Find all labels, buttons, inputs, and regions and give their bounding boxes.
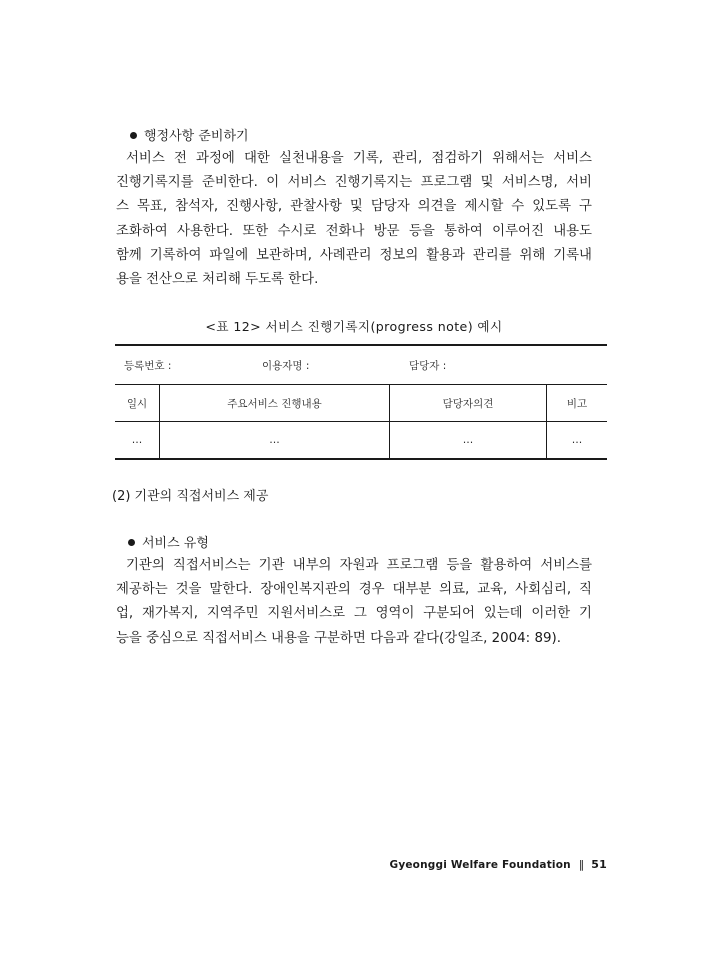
page-number: 51 — [591, 858, 607, 871]
bullet-heading-text: 서비스 유형 — [142, 536, 209, 551]
table-cell: … — [547, 422, 608, 460]
bullet-heading-admin-prep — [130, 125, 249, 144]
column-header-staff-opinion: 담당자의견 — [390, 385, 547, 422]
paragraph-admin-prep — [116, 147, 592, 292]
table-header-fields-row — [115, 345, 607, 385]
paragraph-line: 진행기록지를 준비한다. 이 서비스 진행기록지는 프로그램 및 서비스명, 서비 — [116, 175, 592, 191]
bullet-dot-icon — [128, 539, 135, 546]
paragraph-line: 용을 전산으로 처리해 두도록 한다. — [116, 272, 319, 288]
bullet-heading-service-type — [128, 532, 209, 551]
paragraph-line: 능을 중심으로 직접서비스 내용을 구분하면 다음과 같다(강일조, 2004: 89). — [116, 630, 561, 646]
column-header-service-content: 주요서비스 진행내용 — [160, 385, 390, 422]
paragraph-line: 함께 기록하여 파일에 보관하며, 사례관리 정보의 활용과 관리를 위해 기록내 — [116, 247, 592, 263]
table-cell: … — [390, 422, 547, 460]
paragraph-line: 제공하는 것을 말한다. 장애인복지관의 경우 대부분 의료, 교육, 사회심리, 직 — [116, 582, 592, 598]
header-fields-cell — [115, 345, 607, 385]
client-name-label: 이용자명 : — [262, 359, 310, 372]
table-column-header-row — [115, 385, 607, 422]
bullet-dot-icon — [130, 132, 137, 139]
bullet-heading-text: 행정사항 준비하기 — [144, 129, 249, 144]
paragraph-line: 서비스 전 과정에 대한 실천내용을 기록, 관리, 점검하기 위해서는 서비스 — [126, 151, 592, 166]
table-caption: <표 12> 서비스 진행기록지(progress note) 예시 — [205, 319, 503, 334]
footer-organization: Gyeonggi Welfare Foundation — [389, 859, 571, 871]
table-cell: … — [115, 422, 160, 460]
paragraph-service-type — [116, 554, 592, 651]
paragraph-line: 스 목표, 참석자, 진행사항, 관찰사항 및 담당자 의견을 제시할 수 있도록 구 — [116, 199, 592, 215]
section-heading-direct-service: (2) 기관의 직접서비스 제공 — [112, 489, 269, 504]
staff-label: 담당자 : — [409, 359, 447, 372]
page-footer — [390, 858, 608, 871]
registration-number-label: 등록번호 : — [124, 359, 172, 372]
progress-note-table — [115, 344, 607, 460]
table-cell: … — [160, 422, 390, 460]
column-header-remarks: 비고 — [547, 385, 608, 422]
paragraph-line: 기관의 직접서비스는 기관 내부의 자원과 프로그램 등을 활용하여 서비스를 — [126, 558, 592, 573]
table-row — [115, 422, 607, 460]
paragraph-line: 조화하여 사용한다. 또한 수시로 전화나 방문 등을 통하여 이루어진 내용도 — [116, 223, 592, 239]
column-header-datetime: 일시 — [115, 385, 160, 422]
footer-separator: ‖ — [578, 859, 585, 871]
paragraph-line: 업, 재가복지, 지역주민 지원서비스로 그 영역이 구분되어 있는데 이러한 기 — [116, 606, 592, 622]
